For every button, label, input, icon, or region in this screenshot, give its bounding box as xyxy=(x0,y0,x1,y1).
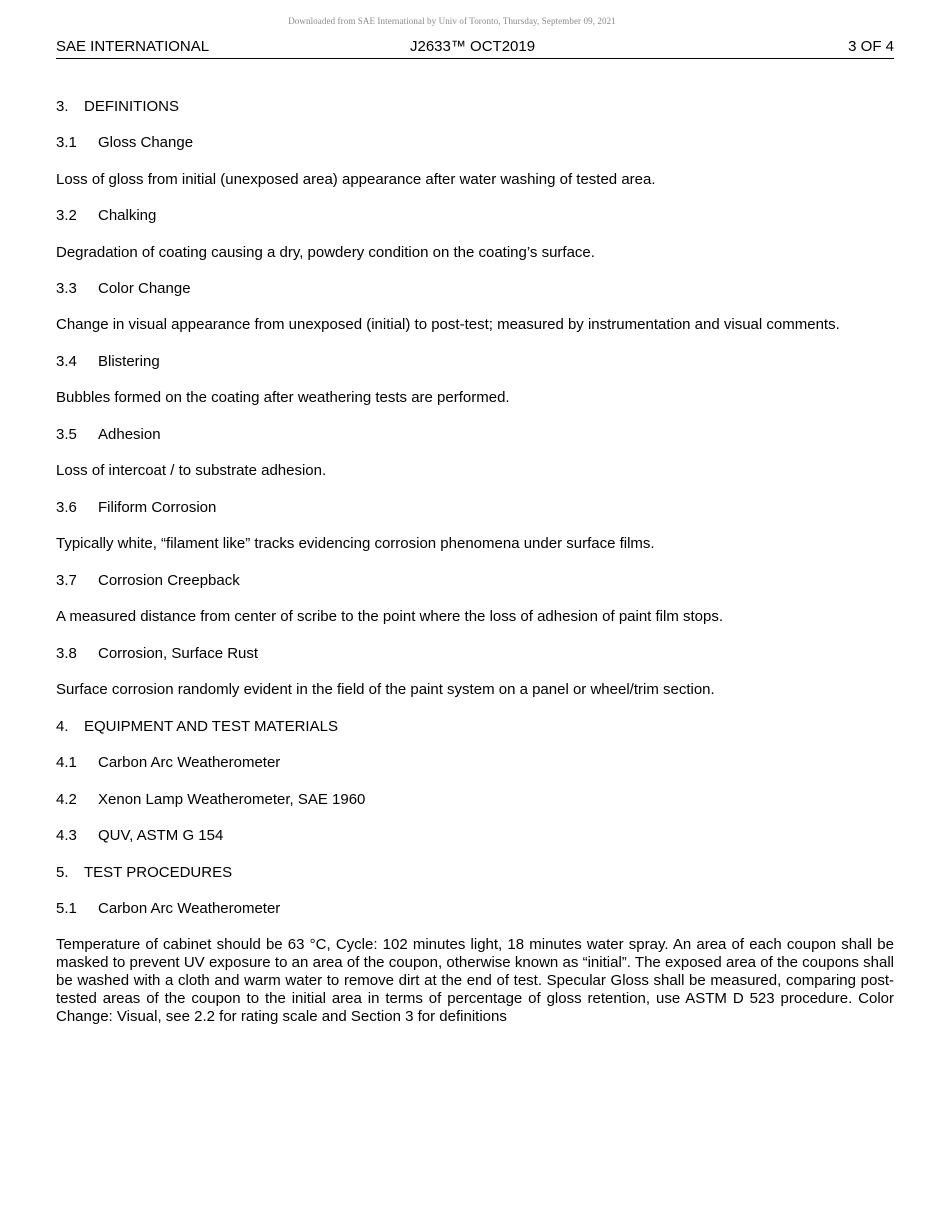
subsection-title: Filiform Corrosion xyxy=(98,499,217,516)
subsection-heading-4-2 xyxy=(56,791,365,809)
header-page-number: 3 OF 4 xyxy=(848,38,894,55)
subsection-title: Corrosion Creepback xyxy=(98,572,240,589)
section-number: 3. xyxy=(56,98,69,115)
subsection-number: 3.2 xyxy=(56,207,77,224)
subsection-number: 4.3 xyxy=(56,827,77,844)
subsection-title: Carbon Arc Weatherometer xyxy=(98,754,281,771)
subsection-heading-3-7 xyxy=(56,572,240,590)
subsection-number: 5.1 xyxy=(56,900,77,917)
paragraph-3-2: Degradation of coating causing a dry, powdery condition on the coating’s surface. xyxy=(56,244,595,261)
subsection-heading-3-1 xyxy=(56,134,193,152)
paragraph-3-4: Bubbles formed on the coating after weathering tests are performed. xyxy=(56,389,510,406)
subsection-title: Adhesion xyxy=(98,426,161,443)
section-number: 4. xyxy=(56,718,69,735)
subsection-title: Gloss Change xyxy=(98,134,194,151)
subsection-title: Color Change xyxy=(98,280,191,297)
subsection-heading-5-1 xyxy=(56,900,280,918)
paragraph-3-1: Loss of gloss from initial (unexposed area) appearance after water washing of tested area. xyxy=(56,171,656,188)
download-watermark: Downloaded from SAE International by Univ of Toronto, Thursday, September 09, 2021 xyxy=(288,16,616,26)
subsection-title: QUV, ASTM G 154 xyxy=(98,827,224,844)
subsection-number: 3.3 xyxy=(56,280,77,297)
subsection-title: Xenon Lamp Weatherometer, SAE 1960 xyxy=(98,791,366,808)
subsection-heading-3-5 xyxy=(56,426,161,444)
subsection-number: 3.5 xyxy=(56,426,77,443)
subsection-title: Carbon Arc Weatherometer xyxy=(98,900,281,917)
subsection-number: 3.1 xyxy=(56,134,77,151)
section-number: 5. xyxy=(56,864,69,881)
paragraph-3-5: Loss of intercoat / to substrate adhesion. xyxy=(56,462,327,479)
subsection-heading-3-2 xyxy=(56,207,156,225)
subsection-number: 4.1 xyxy=(56,754,77,771)
section-title: TEST PROCEDURES xyxy=(84,864,233,881)
subsection-heading-3-4 xyxy=(56,353,160,371)
subsection-heading-3-6 xyxy=(56,499,216,517)
subsection-number: 3.8 xyxy=(56,645,77,662)
section-heading-4 xyxy=(56,718,338,736)
header-org: SAE INTERNATIONAL xyxy=(56,38,210,55)
subsection-number: 3.4 xyxy=(56,353,77,370)
section-heading-3 xyxy=(56,98,179,116)
subsection-number: 3.7 xyxy=(56,572,77,589)
subsection-number: 4.2 xyxy=(56,791,77,808)
section-title: EQUIPMENT AND TEST MATERIALS xyxy=(84,718,338,735)
section-title: DEFINITIONS xyxy=(84,98,180,115)
subsection-title: Corrosion, Surface Rust xyxy=(98,645,259,662)
subsection-heading-4-1 xyxy=(56,754,280,772)
subsection-title: Blistering xyxy=(98,353,160,370)
subsection-title: Chalking xyxy=(98,207,157,224)
section-heading-5 xyxy=(56,864,232,882)
paragraph-3-7: A measured distance from center of scribe to the point where the loss of adhesion of paint film stops. xyxy=(56,608,724,625)
header-doc-id: J2633™ OCT2019 xyxy=(410,38,536,55)
paragraph-3-8: Surface corrosion randomly evident in the field of the paint system on a panel or wheel/trim section. xyxy=(56,681,715,698)
paragraph-5-1: Temperature of cabinet should be 63 °C, Cycle: 102 minutes light, 18 minutes water spray. An area of each coupon shall be masked to prevent UV exposure to an area of the coupon, otherwise known as “initial”. The exposed area of the coupons shall be washed with a cloth and warm water to remove dirt at the end of test. Specular Gloss shall be measured, comparing post-tested areas of the coupon to the initial area in terms of percentage of gloss retention, use ASTM D 523 procedure. Color Change: Visual, see 2.2 for rating scale and Section 3 for definitions xyxy=(56,936,894,1025)
paragraph-3-3: Change in visual appearance from unexposed (initial) to post-test; measured by instrumentation and visual comments. xyxy=(56,316,840,333)
subsection-heading-4-3 xyxy=(56,827,223,845)
paragraph-3-6: Typically white, “filament like” tracks evidencing corrosion phenomena under surface films. xyxy=(56,535,655,552)
subsection-number: 3.6 xyxy=(56,499,77,516)
subsection-heading-3-3 xyxy=(56,280,191,298)
subsection-heading-3-8 xyxy=(56,645,258,663)
